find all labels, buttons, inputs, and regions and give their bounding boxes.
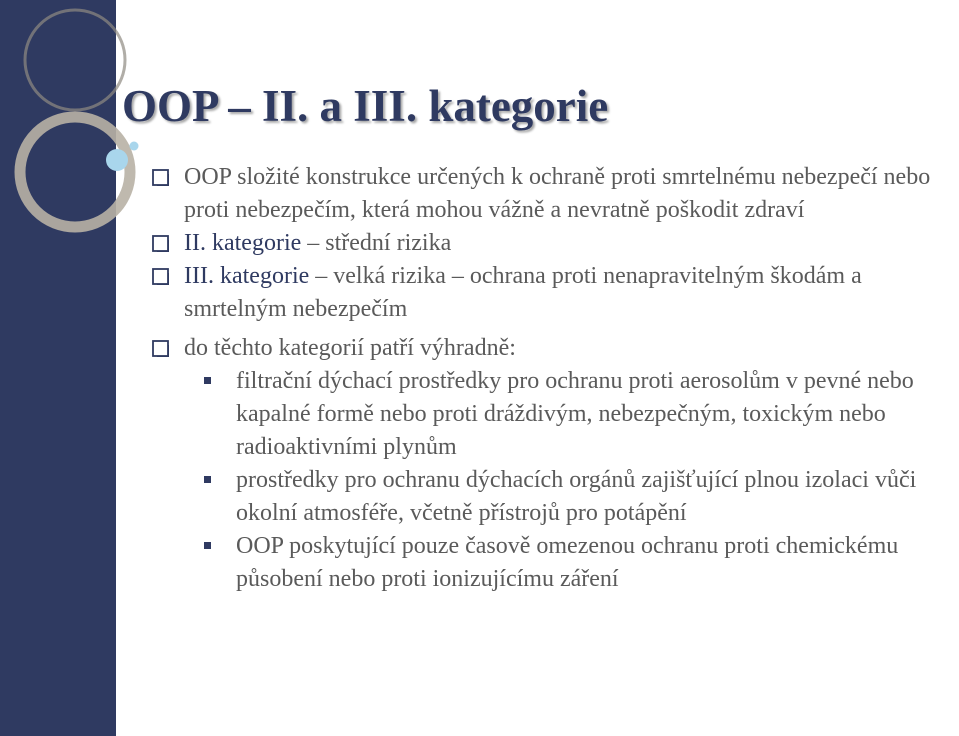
checkbox-icon <box>152 268 169 285</box>
checkbox-icon <box>152 340 169 357</box>
list-item-text: – střední rizika <box>301 230 452 256</box>
checkbox-icon <box>152 169 169 186</box>
large-ring <box>20 117 130 227</box>
bubble-large-icon <box>106 149 128 171</box>
list-item-text: OOP složité konstrukce určených k ochraně proti smrtelnému nebezpečí nebo proti nebezpečím, která mohou vážně a nevratně poškodit zdraví <box>184 164 931 223</box>
sub-list-item <box>204 530 952 596</box>
list-item <box>152 260 952 326</box>
slide-content <box>152 161 952 596</box>
sub-list-item-text: filtrační dýchací prostředky pro ochranu proti aerosolům v pevné nebo kapalné formě nebo proti dráždivým, nebezpečným, toxickým nebo radioaktivními plynům <box>236 368 914 460</box>
list-item-emphasis: II. kategorie <box>184 230 302 256</box>
bubble-small-icon <box>130 142 139 151</box>
list-item <box>152 161 952 227</box>
square-bullet-icon <box>204 377 211 384</box>
list-item <box>152 332 952 365</box>
list-item <box>152 227 952 260</box>
checkbox-icon <box>152 235 169 252</box>
square-bullet-icon <box>204 476 211 483</box>
list-item-text: – velká rizika – ochrana proti nenapravitelným škodám a smrtelným nebezpečím <box>184 263 862 322</box>
slide-title: OOP – II. a III. kategorie <box>122 81 609 131</box>
sub-list-item <box>204 464 952 530</box>
list-item-text: do těchto kategorií patří výhradně: <box>184 335 516 361</box>
sub-list-item-text: prostředky pro ochranu dýchacích orgánů zajišťující plnou izolaci vůči okolní atmosféře, včetně přístrojů pro potápění <box>236 467 917 526</box>
square-bullet-icon <box>204 542 211 549</box>
sub-list-item <box>204 365 952 464</box>
small-ring <box>25 10 125 110</box>
sub-list <box>152 365 952 596</box>
list-item-emphasis: III. kategorie <box>184 263 310 289</box>
sub-list-item-text: OOP poskytující pouze časově omezenou ochranu proti chemickému působení nebo proti ionizujícímu záření <box>236 533 899 592</box>
